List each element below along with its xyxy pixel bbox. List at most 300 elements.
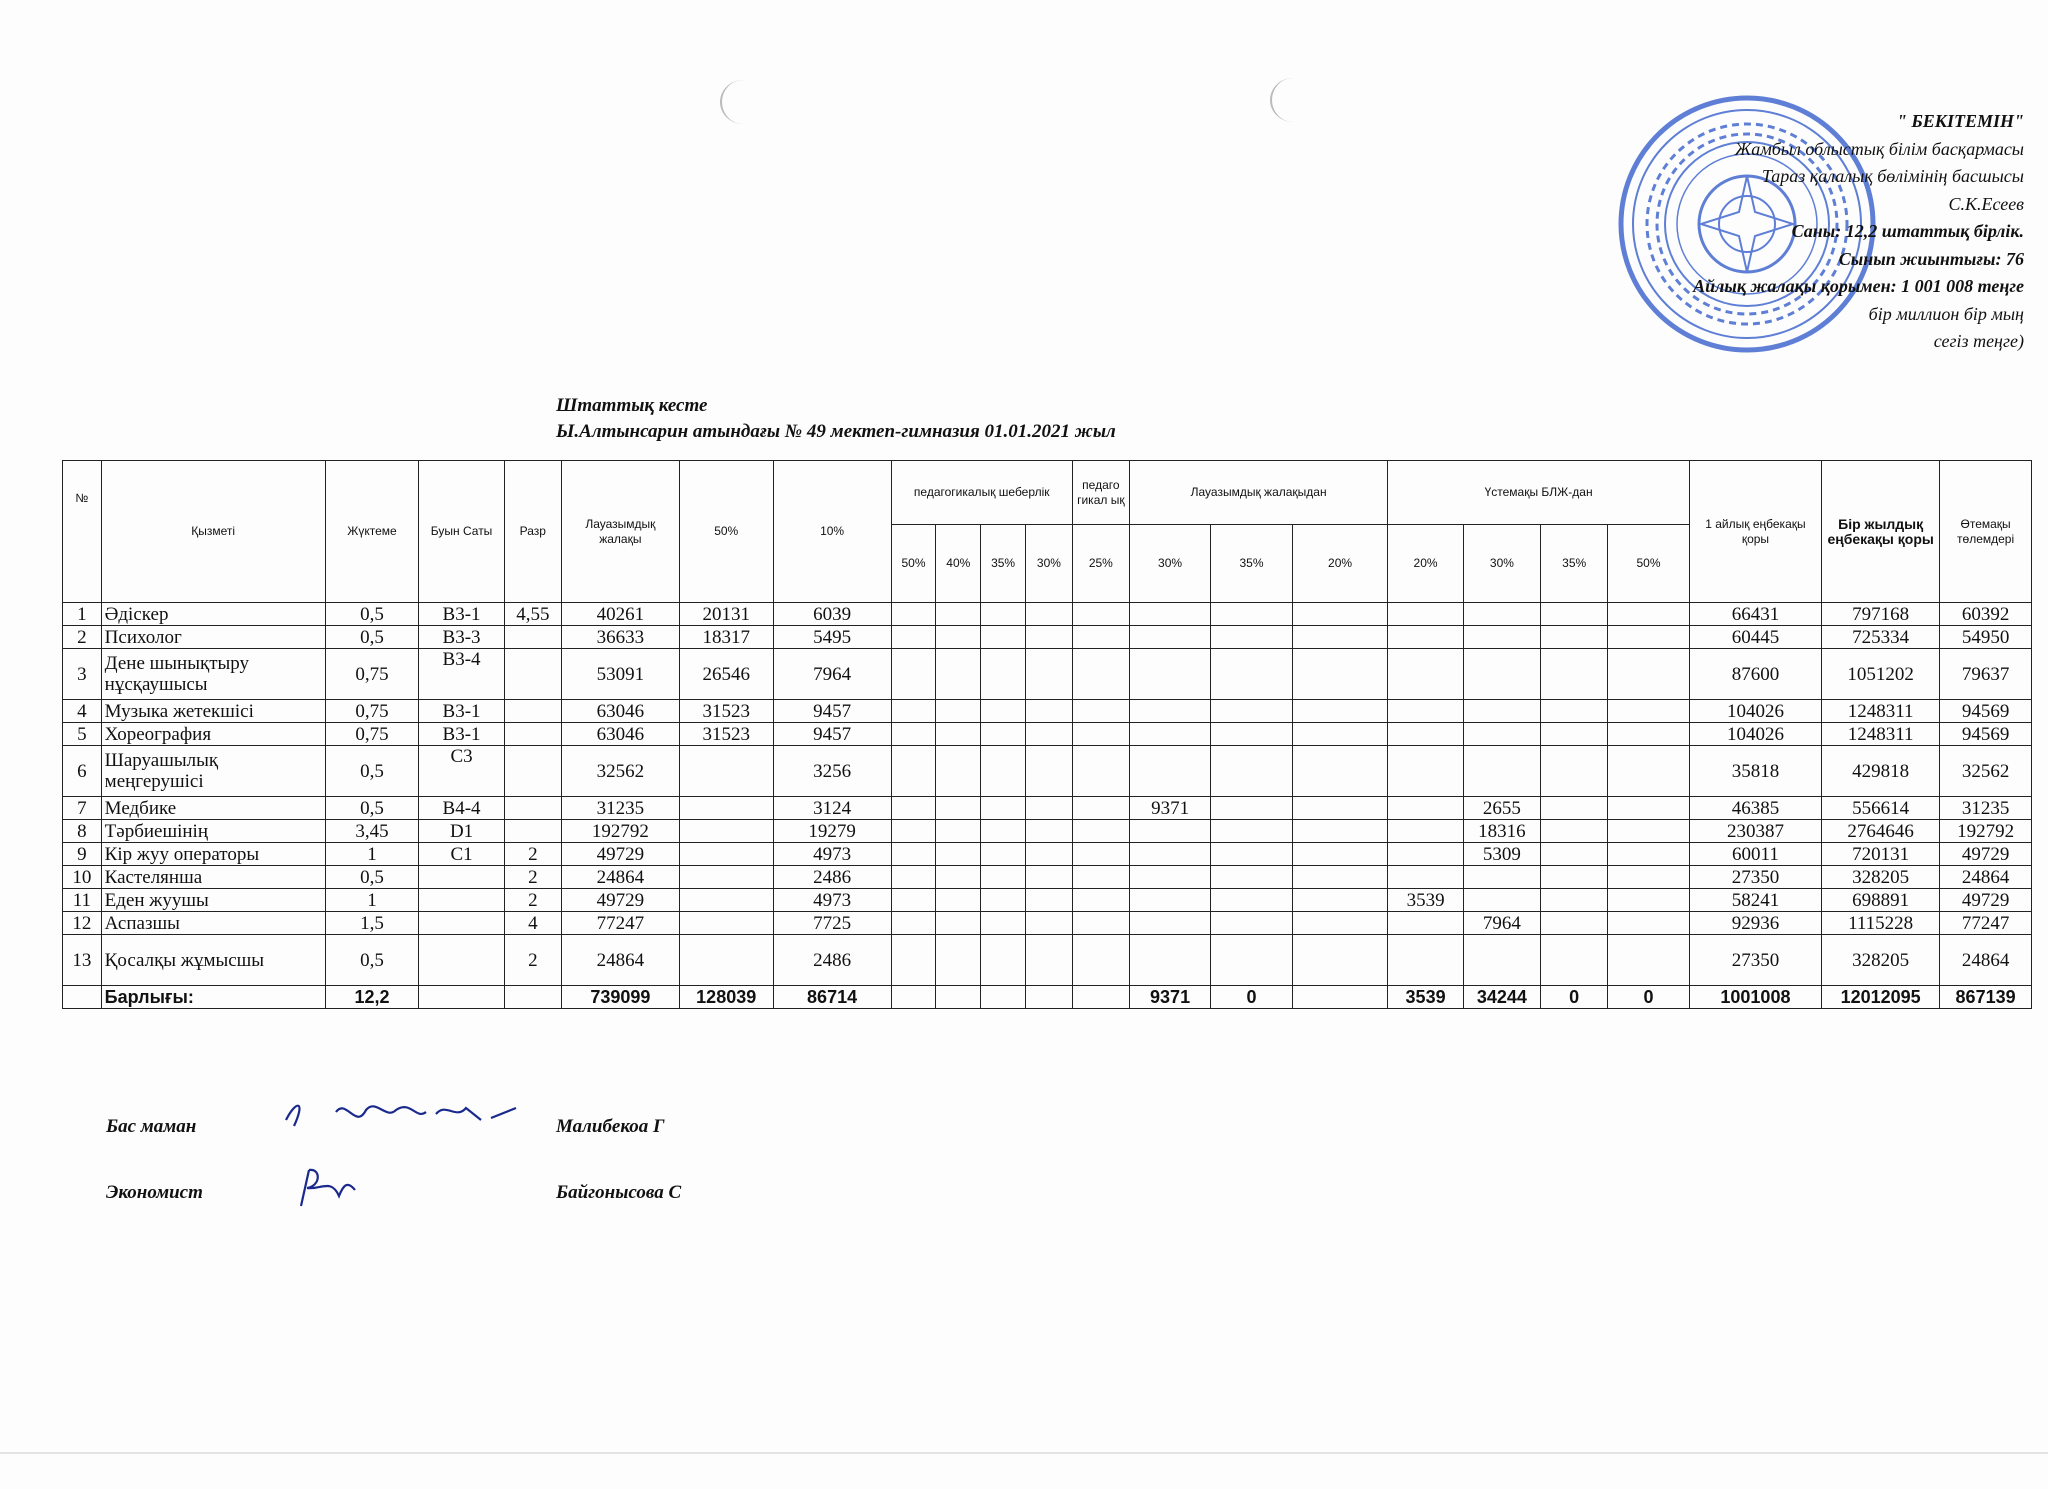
cell-b50 [1608,866,1689,889]
cell-ped25 [1072,700,1129,723]
cell-name: Психолог [101,626,325,649]
cell-p10: 2486 [773,866,891,889]
cell-s50 [891,843,936,866]
cell-p10: 3256 [773,746,891,797]
cell-ped25 [1072,649,1129,700]
cell-name: Шаруашылық меңгерушісі [101,746,325,797]
cell-ls30 [1129,820,1210,843]
cell-p50: 31523 [679,723,773,746]
cell-ls30 [1129,723,1210,746]
cell-grade [504,797,561,820]
cell-s50 [891,820,936,843]
cell-monthly: 92936 [1689,912,1821,935]
cell-s35 [981,626,1026,649]
cell-monthly: 46385 [1689,797,1821,820]
cell-salary: 53091 [561,649,679,700]
title-line-2: Ы.Алтынсарин атындағы № 49 мектеп-гимназия 01.01.2021 жыл [556,421,1116,442]
cell-monthly: 66431 [1689,603,1821,626]
cell-p50 [679,843,773,866]
sub-skill-30: 30% [1025,525,1072,603]
cell-level: В3-1 [419,603,505,626]
cell-ped25 [1072,626,1129,649]
cell-monthly: 58241 [1689,889,1821,912]
cell-s35 [981,866,1026,889]
cell-yearly: 328205 [1822,866,1940,889]
cell-n: 1 [63,603,102,626]
cell-s40 [936,700,981,723]
cell-n: 5 [63,723,102,746]
table-row [63,843,2032,866]
approval-line-1: Жамбыл облыстық білім басқармасы [1734,138,2024,159]
cell-ls35 [1211,912,1292,935]
cell-b20 [1388,797,1463,820]
cell-ls35 [1211,603,1292,626]
header-bonus: Үстемақы БЛЖ-дан [1388,461,1689,525]
cell-ls35 [1211,797,1292,820]
cell-s35 [981,723,1026,746]
sub-salary-30: 30% [1129,525,1210,603]
cell-s50 [891,723,936,746]
approval-words-2: сегіз теңге) [1933,331,2024,351]
cell-salary: 63046 [561,723,679,746]
cell-monthly: 27350 [1689,866,1821,889]
cell-salary: 63046 [561,700,679,723]
cell-b20 [1388,912,1463,935]
cell-ls20 [1292,986,1388,1009]
cell-p50 [679,889,773,912]
cell-p10: 19279 [773,820,891,843]
cell-s35 [981,820,1026,843]
cell-load: 1,5 [325,912,419,935]
cell-s50 [891,603,936,626]
cell-ped25 [1072,723,1129,746]
table-row [63,866,2032,889]
approval-monthly: Айлық жалақы қорымен: 1 001 008 теңге [1693,276,2024,296]
sub-bonus-30: 30% [1463,525,1540,603]
cell-p10: 2486 [773,935,891,986]
cell-salary: 739099 [561,986,679,1009]
cell-s35 [981,889,1026,912]
cell-s40 [936,866,981,889]
cell-s40 [936,626,981,649]
cell-b20 [1388,626,1463,649]
cell-grade: 2 [504,889,561,912]
cell-p10: 9457 [773,723,891,746]
cell-ls35 [1211,649,1292,700]
sub-skill-35: 35% [981,525,1026,603]
cell-salary: 24864 [561,866,679,889]
cell-s30 [1025,912,1072,935]
cell-b30: 7964 [1463,912,1540,935]
cell-ls35 [1211,820,1292,843]
cell-grade [504,626,561,649]
cell-s40 [936,986,981,1009]
cell-b35 [1541,935,1608,986]
header-load: Жүктеме [325,461,419,603]
header-salary: Лауазымдық жалақы [561,461,679,603]
page-edge-line [0,1452,2048,1454]
cell-grade [504,820,561,843]
cell-s30 [1025,866,1072,889]
cell-b35 [1541,843,1608,866]
cell-s30 [1025,723,1072,746]
cell-ls30 [1129,912,1210,935]
cell-ls30 [1129,935,1210,986]
cell-b30 [1463,603,1540,626]
cell-b50 [1608,746,1689,797]
cell-p50: 128039 [679,986,773,1009]
cell-p50 [679,912,773,935]
cell-ls30: 9371 [1129,986,1210,1009]
cell-ls20 [1292,746,1388,797]
cell-ls20 [1292,843,1388,866]
cell-n: 6 [63,746,102,797]
cell-ls30 [1129,866,1210,889]
cell-monthly: 60011 [1689,843,1821,866]
cell-grade [504,986,561,1009]
table-body [63,603,2032,1009]
cell-s35 [981,935,1026,986]
cell-s30 [1025,820,1072,843]
cell-b30 [1463,935,1540,986]
cell-name: Тәрбиешінің [101,820,325,843]
cell-comp: 94569 [1940,723,2032,746]
cell-name: Дене шынықтыру нұсқаушысы [101,649,325,700]
cell-ls30 [1129,889,1210,912]
sub-skill-40: 40% [936,525,981,603]
cell-b20 [1388,723,1463,746]
cell-s40 [936,649,981,700]
cell-p10: 9457 [773,700,891,723]
cell-salary: 49729 [561,889,679,912]
cell-name: Аспазшы [101,912,325,935]
cell-level [419,866,505,889]
cell-s50 [891,889,936,912]
cell-n: 7 [63,797,102,820]
table-row [63,723,2032,746]
cell-yearly: 1051202 [1822,649,1940,700]
cell-grade [504,723,561,746]
cell-p10: 7964 [773,649,891,700]
header-from-salary: Лауазымдық жалақыдан [1129,461,1388,525]
header-50pct: 50% [679,461,773,603]
title-line-1: Штаттық кесте [556,395,708,416]
cell-b30 [1463,649,1540,700]
cell-grade [504,649,561,700]
cell-ped25 [1072,746,1129,797]
cell-s35 [981,746,1026,797]
cell-p50 [679,797,773,820]
cell-level: С1 [419,843,505,866]
cell-s30 [1025,700,1072,723]
cell-s35 [981,700,1026,723]
cell-p10: 3124 [773,797,891,820]
cell-ls35 [1211,723,1292,746]
cell-comp: 31235 [1940,797,2032,820]
table-row [63,797,2032,820]
cell-ls20 [1292,797,1388,820]
cell-monthly: 1001008 [1689,986,1821,1009]
cell-level: В3-4 [419,649,505,700]
cell-b20: 3539 [1388,986,1463,1009]
cell-ls30 [1129,700,1210,723]
table-row [63,626,2032,649]
cell-b35: 0 [1541,986,1608,1009]
cell-ls20 [1292,935,1388,986]
cell-b30 [1463,700,1540,723]
approval-heading: " БЕКІТЕМІН" [1896,111,2024,131]
cell-s35 [981,649,1026,700]
cell-b35 [1541,866,1608,889]
cell-s40 [936,912,981,935]
cell-s50 [891,986,936,1009]
cell-b35 [1541,820,1608,843]
cell-comp: 79637 [1940,649,2032,700]
cell-ls20 [1292,723,1388,746]
cell-b30 [1463,889,1540,912]
cell-comp: 49729 [1940,889,2032,912]
cell-ls30 [1129,603,1210,626]
cell-comp: 77247 [1940,912,2032,935]
cell-ls35 [1211,700,1292,723]
cell-b35 [1541,649,1608,700]
cell-b50: 0 [1608,986,1689,1009]
cell-comp: 192792 [1940,820,2032,843]
sub-bonus-50: 50% [1608,525,1689,603]
cell-yearly: 2764646 [1822,820,1940,843]
sub-bonus-35: 35% [1541,525,1608,603]
cell-ls35 [1211,935,1292,986]
cell-s50 [891,797,936,820]
cell-s30 [1025,746,1072,797]
cell-load: 0,5 [325,866,419,889]
cell-monthly: 60445 [1689,626,1821,649]
cell-salary: 40261 [561,603,679,626]
cell-yearly: 725334 [1822,626,1940,649]
cell-load: 12,2 [325,986,419,1009]
total-row [63,986,2032,1009]
sub-skill-50: 50% [891,525,936,603]
cell-ls30 [1129,626,1210,649]
cell-s40 [936,723,981,746]
punch-hole-right [1270,78,1316,122]
cell-ls20 [1292,889,1388,912]
cell-n: 4 [63,700,102,723]
cell-p50: 18317 [679,626,773,649]
cell-b50 [1608,912,1689,935]
cell-b30 [1463,723,1540,746]
cell-yearly: 698891 [1822,889,1940,912]
cell-s50 [891,649,936,700]
sub-bonus-20: 20% [1388,525,1463,603]
cell-b50 [1608,603,1689,626]
signature-row [106,1108,806,1174]
cell-s30 [1025,603,1072,626]
header-10pct: 10% [773,461,891,603]
cell-b35 [1541,603,1608,626]
cell-ped25 [1072,986,1129,1009]
cell-load: 0,5 [325,746,419,797]
cell-p10: 86714 [773,986,891,1009]
cell-load: 0,75 [325,723,419,746]
cell-load: 1 [325,843,419,866]
cell-yearly: 12012095 [1822,986,1940,1009]
cell-s40 [936,935,981,986]
cell-load: 0,75 [325,700,419,723]
cell-ped25 [1072,820,1129,843]
cell-ped25 [1072,866,1129,889]
cell-ls20 [1292,912,1388,935]
cell-monthly: 35818 [1689,746,1821,797]
cell-grade: 2 [504,866,561,889]
cell-b30 [1463,746,1540,797]
cell-level [419,889,505,912]
handwritten-signature [281,1160,401,1216]
cell-ped25 [1072,912,1129,935]
cell-comp: 60392 [1940,603,2032,626]
cell-load: 1 [325,889,419,912]
cell-level: В3-3 [419,626,505,649]
cell-b35 [1541,723,1608,746]
sub-salary-35: 35% [1211,525,1292,603]
cell-p10: 4973 [773,843,891,866]
signature-row [106,1174,806,1240]
cell-yearly: 429818 [1822,746,1940,797]
signature-role: Экономист [106,1182,203,1203]
cell-yearly: 556614 [1822,797,1940,820]
cell-s40 [936,603,981,626]
cell-s30 [1025,649,1072,700]
cell-s50 [891,866,936,889]
cell-b20 [1388,603,1463,626]
cell-ls20 [1292,866,1388,889]
cell-n: 10 [63,866,102,889]
cell-name: Хореография [101,723,325,746]
cell-s40 [936,889,981,912]
cell-monthly: 87600 [1689,649,1821,700]
cell-level: В3-1 [419,700,505,723]
signature-block [106,1108,806,1240]
cell-ls30 [1129,843,1210,866]
cell-s30 [1025,986,1072,1009]
cell-ls35 [1211,889,1292,912]
cell-level: D1 [419,820,505,843]
cell-monthly: 104026 [1689,723,1821,746]
cell-monthly: 230387 [1689,820,1821,843]
cell-level [419,935,505,986]
cell-name: Қосалқы жұмысшы [101,935,325,986]
cell-b30: 2655 [1463,797,1540,820]
cell-n: 11 [63,889,102,912]
cell-s50 [891,746,936,797]
cell-ls35 [1211,866,1292,889]
header-ped-skill: педагогикалық шеберлік [891,461,1072,525]
table-row [63,649,2032,700]
signature-name: Байгонысова С [556,1182,682,1203]
header-position: Қызметі [101,461,325,603]
cell-comp: 94569 [1940,700,2032,723]
cell-load: 0,75 [325,649,419,700]
punch-hole-left [720,80,766,124]
header-compensation: Өтемақы төлемдері [1940,461,2032,603]
cell-ls30: 9371 [1129,797,1210,820]
cell-yearly: 797168 [1822,603,1940,626]
cell-s50 [891,912,936,935]
cell-b20 [1388,935,1463,986]
cell-b50 [1608,843,1689,866]
cell-grade: 2 [504,843,561,866]
cell-n [63,986,102,1009]
cell-b20 [1388,700,1463,723]
cell-load: 0,5 [325,935,419,986]
approval-signer: С.К.Есеев [1948,193,2024,214]
cell-comp: 49729 [1940,843,2032,866]
sub-ped-25: 25% [1072,525,1129,603]
table-row [63,912,2032,935]
cell-b20 [1388,843,1463,866]
cell-salary: 24864 [561,935,679,986]
cell-salary: 36633 [561,626,679,649]
cell-s30 [1025,626,1072,649]
cell-yearly: 720131 [1822,843,1940,866]
cell-comp: 54950 [1940,626,2032,649]
cell-name: Кір жуу операторы [101,843,325,866]
table-row [63,935,2032,986]
cell-p10: 4973 [773,889,891,912]
cell-salary: 192792 [561,820,679,843]
cell-b30 [1463,866,1540,889]
cell-p50 [679,820,773,843]
cell-ped25 [1072,603,1129,626]
cell-s35 [981,843,1026,866]
cell-yearly: 1248311 [1822,700,1940,723]
cell-p10: 5495 [773,626,891,649]
cell-name: Музыка жетекшісі [101,700,325,723]
signature-name: Малибекоа Г [556,1116,665,1137]
signature-role: Бас маман [106,1116,197,1137]
cell-load: 0,5 [325,626,419,649]
cell-grade [504,746,561,797]
staffing-table [62,460,2032,1009]
cell-p50 [679,746,773,797]
cell-p50: 31523 [679,700,773,723]
cell-level: В3-1 [419,723,505,746]
cell-s30 [1025,843,1072,866]
cell-s40 [936,746,981,797]
cell-b35 [1541,746,1608,797]
cell-b50 [1608,935,1689,986]
cell-n: 2 [63,626,102,649]
cell-s50 [891,626,936,649]
cell-p50: 20131 [679,603,773,626]
cell-comp: 24864 [1940,866,2032,889]
cell-salary: 32562 [561,746,679,797]
cell-ls30 [1129,746,1210,797]
cell-b50 [1608,626,1689,649]
cell-n: 3 [63,649,102,700]
cell-s50 [891,700,936,723]
cell-b20 [1388,820,1463,843]
cell-p50: 26546 [679,649,773,700]
table-row [63,603,2032,626]
approval-count: Саны: 12,2 штаттық бірлік. [1791,221,2024,241]
cell-ls30 [1129,649,1210,700]
cell-ls20 [1292,820,1388,843]
cell-load: 0,5 [325,797,419,820]
cell-s30 [1025,889,1072,912]
cell-ls35 [1211,746,1292,797]
cell-s40 [936,820,981,843]
